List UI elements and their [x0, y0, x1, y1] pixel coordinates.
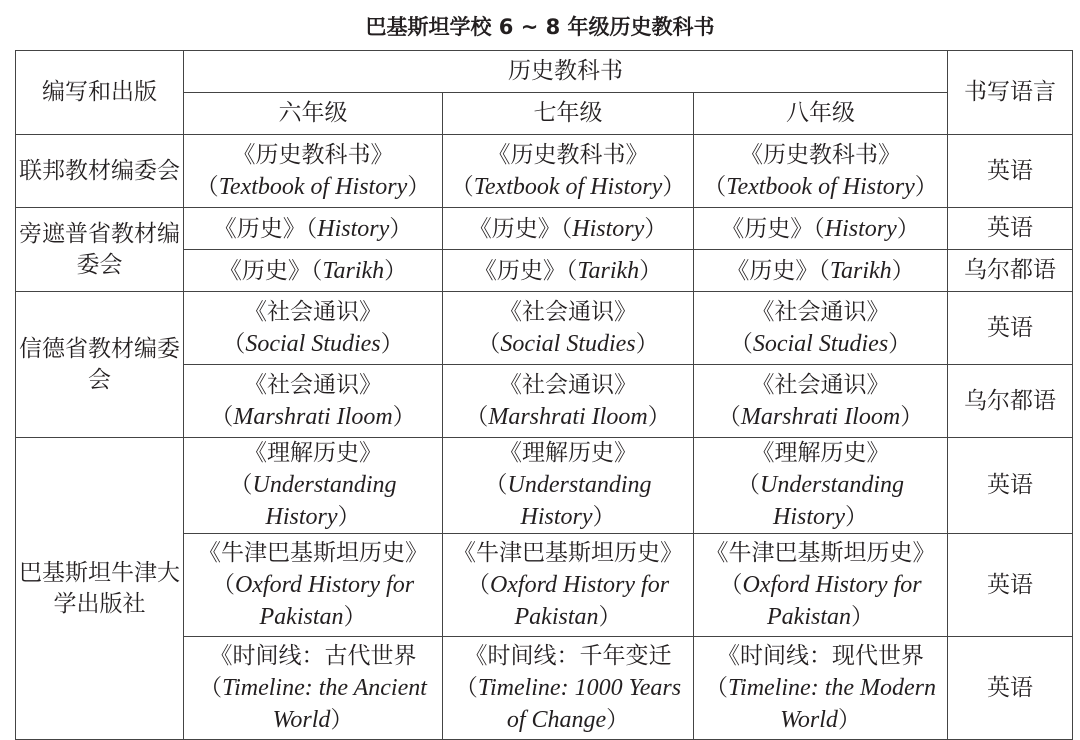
language-cell: 英语	[948, 135, 1073, 208]
book-title-cn: 《社会通识》	[751, 298, 890, 325]
book-title-en: Tarikh	[829, 257, 892, 284]
book-title-cn: 《历史教科书》	[232, 141, 394, 168]
table-row	[16, 135, 1073, 208]
book-title-en: History	[317, 215, 390, 242]
table-title: 巴基斯坦学校 6 ~ 8 年级历史教科书	[365, 15, 715, 39]
book-cell: 《牛津巴基斯坦历史》（Oxford History for Pakistan）	[694, 534, 948, 637]
book-cell: 《社会通识》 （Marshrati Iloom）	[694, 365, 948, 438]
publisher-cell	[16, 208, 184, 292]
book-title-en: Oxford History for Pakistan	[742, 571, 922, 630]
book-cell: 《历史》（Tarikh）	[694, 250, 948, 292]
book-title-en: Tarikh	[577, 257, 640, 284]
book-cell: 《时间线：古代世界（Timeline: the Ancient World）	[184, 637, 443, 740]
publisher-label: 旁遮普省教材编委会	[19, 220, 180, 278]
header-grade7: 七年级	[443, 93, 694, 135]
book-title-cn: 《社会通识》	[244, 371, 382, 398]
book-title-en: Marshrati Iloom	[740, 403, 901, 430]
book-title-en: Tarikh	[322, 257, 385, 284]
book-title-en: Understanding History	[252, 472, 397, 530]
book-title-cn: 《历史》	[468, 215, 561, 242]
book-title-cn: 《时间线：千年变迁	[464, 642, 672, 669]
publisher-cell	[16, 292, 184, 438]
book-cell: 《历史》（History）	[443, 208, 694, 250]
book-title-cn: 《理解历史》	[244, 440, 382, 466]
book-title-en: Social Studies	[752, 330, 889, 357]
table-row	[16, 438, 1073, 534]
book-cell: 《历史》（Tarikh）	[184, 250, 443, 292]
publisher-label: 信德省教材编委会	[19, 335, 180, 393]
header-publisher: 编写和出版	[16, 51, 184, 135]
publisher-cell	[16, 438, 184, 740]
book-cell: 《社会通识》 （Marshrati Iloom）	[443, 365, 694, 438]
book-cell: 《历史教科书》 （Textbook of History）	[694, 135, 948, 208]
book-cell: 《时间线：千年变迁（Timeline: 1000 Years of Change）	[443, 637, 694, 740]
book-cell: 《牛津巴基斯坦历史》（Oxford History for Pakistan）	[184, 534, 443, 637]
book-cell: 《社会通识》 （Social Studies）	[184, 292, 443, 365]
book-title-cn: 《理解历史》	[751, 440, 890, 466]
book-title-cn: 《历史》	[218, 257, 311, 284]
language-cell: 英语	[948, 534, 1073, 637]
book-title-en: Marshrati Iloom	[233, 403, 393, 430]
language-cell: 英语	[948, 208, 1073, 250]
header-grade8: 八年级	[694, 93, 948, 135]
book-title-cn: 《社会通识》	[499, 371, 637, 398]
book-cell: 《社会通识》 （Social Studies）	[694, 292, 948, 365]
book-cell: 《理解历史》（Understanding History）	[443, 438, 694, 534]
publisher-label: 巴基斯坦牛津大学出版社	[19, 559, 180, 617]
book-title-en: Timeline: 1000 Years of Change	[477, 674, 682, 733]
header-grade6: 六年级	[184, 93, 443, 135]
book-title-cn: 《历史教科书》	[487, 141, 649, 168]
book-title-en: Social Studies	[500, 330, 636, 357]
book-title-cn: 《时间线：古代世界	[209, 642, 417, 669]
language-cell: 乌尔都语	[948, 365, 1073, 438]
book-title-cn: 《历史》	[726, 257, 819, 284]
book-title-cn: 《历史》	[213, 215, 306, 242]
book-title-cn: 《社会通识》	[751, 371, 890, 398]
book-title-en: Oxford History for Pakistan	[489, 571, 670, 630]
book-cell: 《历史》（Tarikh）	[443, 250, 694, 292]
book-cell: 《理解历史》（Understanding History）	[184, 438, 443, 534]
book-title-en: History	[824, 215, 897, 242]
book-cell: 《社会通识》 （Social Studies）	[443, 292, 694, 365]
book-title-en: Oxford History for Pakistan	[234, 571, 415, 630]
book-cell: 《历史教科书》 （Textbook of History）	[184, 135, 443, 208]
book-title-cn: 《牛津巴基斯坦历史》	[453, 539, 683, 566]
language-cell: 英语	[948, 637, 1073, 740]
book-title-en: Understanding History	[507, 472, 652, 530]
language-cell: 英语	[948, 292, 1073, 365]
book-title-en: Timeline: the Ancient World	[222, 674, 427, 733]
book-title-cn: 《历史教科书》	[740, 141, 902, 168]
book-title-cn: 《时间线：现代世界	[717, 642, 925, 669]
book-title-en: Timeline: the Modern World	[728, 674, 936, 733]
publisher-cell	[16, 135, 184, 208]
table-row	[16, 208, 1073, 250]
book-title-en: Textbook of History	[218, 173, 408, 200]
book-title-cn: 《社会通识》	[499, 298, 637, 325]
book-title-cn: 《牛津巴基斯坦历史》	[705, 539, 936, 566]
textbook-table	[15, 50, 1073, 740]
book-title-cn: 《牛津巴基斯坦历史》	[198, 539, 428, 566]
book-cell: 《理解历史》（Understanding History）	[694, 438, 948, 534]
book-title-cn: 《历史》	[721, 215, 814, 242]
book-title-en: Marshrati Iloom	[488, 403, 648, 430]
book-title-en: Textbook of History	[473, 173, 663, 200]
book-cell: 《牛津巴基斯坦历史》（Oxford History for Pakistan）	[443, 534, 694, 637]
book-title-en: Social Studies	[245, 330, 381, 357]
publisher-label: 联邦教材编委会	[19, 157, 180, 184]
language-cell: 英语	[948, 438, 1073, 534]
book-cell: 《社会通识》 （Marshrati Iloom）	[184, 365, 443, 438]
language-cell: 乌尔都语	[948, 250, 1073, 292]
book-title-en: Textbook of History	[726, 173, 915, 200]
book-title-en: History	[572, 215, 645, 242]
header-language: 书写语言	[948, 51, 1073, 135]
book-cell: 《历史教科书》 （Textbook of History）	[443, 135, 694, 208]
table-row	[16, 292, 1073, 365]
header-textbooks: 历史教科书	[184, 51, 948, 93]
book-title-cn: 《历史》	[473, 257, 566, 284]
book-title-en: Understanding History	[760, 472, 905, 530]
book-title-cn: 《社会通识》	[244, 298, 382, 325]
header-row	[16, 51, 1073, 93]
book-title-cn: 《理解历史》	[499, 440, 637, 466]
book-cell: 《历史》（History）	[694, 208, 948, 250]
book-cell: 《历史》（History）	[184, 208, 443, 250]
book-cell: 《时间线：现代世界（Timeline: the Modern World）	[694, 637, 948, 740]
